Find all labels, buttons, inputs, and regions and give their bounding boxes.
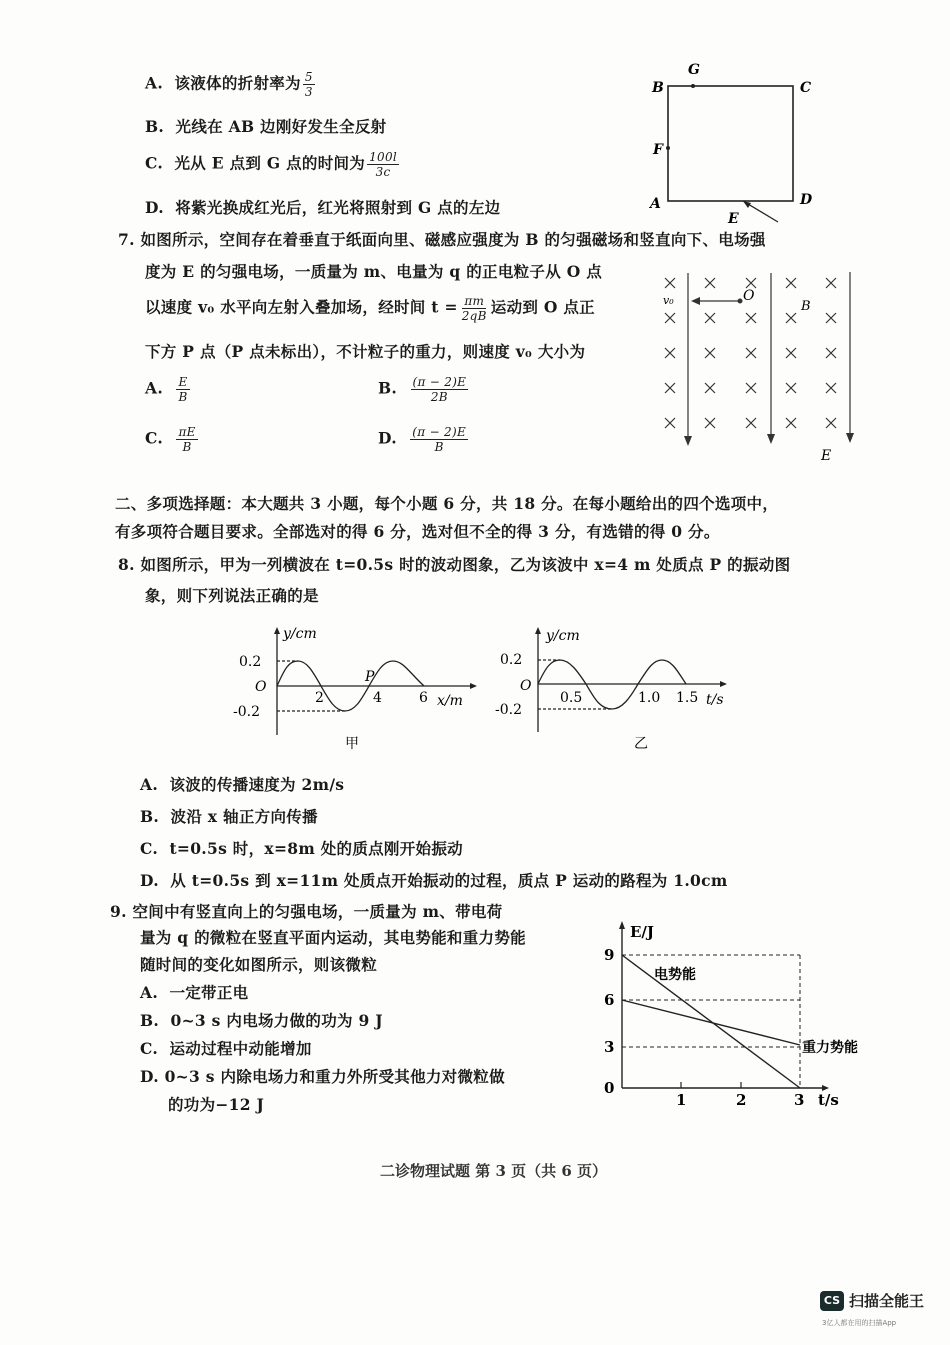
- svg-text:1.0: 1.0: [638, 690, 661, 706]
- fraction: $\frac{\pi m}{2qB}$: [461, 294, 487, 323]
- svg-text:重力势能: 重力势能: [802, 1040, 858, 1056]
- q7-line4: 下方 P 点（P 点未标出），不计粒子的重力，则速度 v₀ 大小为: [145, 342, 586, 361]
- q7-option-d: D. $\frac{(\pi - 2)E}{B}$: [378, 425, 467, 454]
- q7-line3: 以速度 v₀ 水平向左射入叠加场，经时间 t = $\frac{\pi m}{2qB}$ 运动到 O 点正: [145, 294, 595, 323]
- q9-option-c: C. 运动过程中动能增加: [140, 1039, 312, 1058]
- svg-text:甲: 甲: [345, 736, 359, 752]
- option-label: C.: [145, 153, 164, 173]
- q9-option-d: D. 0~3 s 内除电场力和重力外所受其他力对微粒做: [140, 1067, 505, 1086]
- vibration-graph-yi: [490, 620, 750, 755]
- svg-text:C: C: [800, 80, 812, 96]
- q7-option-a: A. $\frac{E}{B}$: [145, 375, 188, 404]
- svg-text:t/s: t/s: [706, 692, 724, 708]
- em-field-figure: [655, 268, 865, 468]
- svg-text:1: 1: [676, 1091, 687, 1109]
- question-number: 9.: [110, 902, 127, 921]
- svg-text:O: O: [743, 288, 755, 304]
- svg-text:y/cm: y/cm: [283, 626, 317, 642]
- svg-text:0: 0: [604, 1079, 615, 1097]
- svg-text:x/m: x/m: [437, 693, 463, 709]
- q7-option-b: B. $\frac{(\pi - 2)E}{2B}$: [378, 375, 467, 404]
- option-text: 该液体的折射率为: [174, 73, 301, 93]
- svg-text:0.2: 0.2: [239, 654, 262, 670]
- svg-text:1.5: 1.5: [676, 690, 699, 706]
- camscanner-watermark: CS 扫描全能王: [820, 1290, 924, 1311]
- q8-option-a: A. 该波的传播速度为 2m/s: [140, 775, 345, 794]
- svg-text:-0.2: -0.2: [233, 704, 260, 720]
- page-footer: 二诊物理试题 第 3 页（共 6 页）: [380, 1162, 607, 1180]
- svg-text:3: 3: [794, 1091, 805, 1109]
- svg-text:4: 4: [373, 690, 382, 706]
- svg-text:E: E: [728, 211, 739, 227]
- question-number: 7.: [118, 230, 135, 249]
- svg-text:B: B: [652, 80, 664, 96]
- q6-option-d: [145, 196, 500, 218]
- svg-text:O: O: [255, 679, 267, 695]
- energy-time-graph: [590, 915, 880, 1115]
- svg-text:3: 3: [604, 1038, 615, 1056]
- fraction: $\frac{5}{3}$: [304, 70, 313, 99]
- q8-line1: 8. 如图所示，甲为一列横波在 t=0.5s 时的波动图象，乙为该波中 x=4 m 处质点 P 的振动图: [118, 555, 791, 574]
- svg-text:乙: 乙: [634, 736, 648, 752]
- svg-text:电势能: 电势能: [654, 967, 696, 983]
- svg-text:F: F: [653, 142, 663, 158]
- svg-text:y/cm: y/cm: [546, 628, 580, 644]
- svg-text:E: E: [821, 448, 832, 464]
- wave-graph-jia: [225, 620, 495, 755]
- svg-text:B: B: [801, 299, 811, 314]
- option-label: A.: [145, 73, 164, 93]
- square-prism-figure: [640, 58, 830, 228]
- q8-option-b: B. 波沿 x 轴正方向传播: [140, 807, 318, 826]
- svg-text:E/J: E/J: [630, 923, 655, 941]
- svg-text:D: D: [800, 192, 813, 208]
- q8-option-d: D. 从 t=0.5s 到 x=11m 处质点开始振动的过程，质点 P 运动的路程为 1.0cm: [140, 871, 728, 890]
- q6-option-b: [145, 115, 386, 137]
- q7-line1: 7. 如图所示，空间存在着垂直于纸面向里、磁感应强度为 B 的匀强磁场和竖直向下、电场强: [118, 230, 766, 249]
- q9-option-a: A. 一定带正电: [140, 983, 249, 1002]
- svg-text:O: O: [520, 678, 532, 694]
- q9-option-b: B. 0~3 s 内电场力做的功为 9 J: [140, 1011, 383, 1030]
- section2-line2: 有多项符合题目要求。全部选对的得 6 分，选对但不全的得 3 分，有选错的得 0 分。: [115, 522, 720, 541]
- svg-text:0.5: 0.5: [560, 690, 583, 706]
- svg-text:2: 2: [315, 690, 324, 706]
- fraction: $\frac{100l}{3c}$: [369, 150, 398, 179]
- q6-option-a: [145, 70, 317, 99]
- q9-line2: 量为 q 的微粒在竖直平面内运动，其电势能和重力势能: [140, 928, 526, 947]
- svg-text:6: 6: [604, 991, 615, 1009]
- svg-text:-0.2: -0.2: [495, 702, 522, 718]
- svg-text:2: 2: [736, 1091, 747, 1109]
- svg-text:6: 6: [419, 690, 428, 706]
- question-number: 8.: [118, 555, 135, 574]
- q7-line2: 度为 E 的匀强电场，一质量为 m、电量为 q 的正电粒子从 O 点: [145, 262, 603, 281]
- q8-option-c: C. t=0.5s 时，x=8m 处的质点刚开始振动: [140, 839, 463, 858]
- option-text: 光线在 AB 边刚好发生全反射: [175, 117, 387, 136]
- q9-line3: 随时间的变化如图所示，则该微粒: [140, 955, 378, 974]
- q7-option-c: C. $\frac{\pi E}{B}$: [145, 425, 196, 454]
- svg-text:t/s: t/s: [818, 1091, 839, 1109]
- watermark-subtitle: 3亿人都在用的扫描App: [822, 1319, 897, 1327]
- option-text: 将紫光换成红光后，红光将照射到 G 点的左边: [175, 198, 501, 217]
- option-label: B.: [145, 117, 165, 136]
- q6-option-c: [145, 150, 401, 179]
- q9-line1: 9. 空间中有竖直向上的匀强电场，一质量为 m、带电荷: [110, 902, 503, 921]
- option-label: D.: [145, 198, 164, 217]
- q9-option-d-cont: 的功为−12 J: [168, 1095, 265, 1114]
- svg-text:0.2: 0.2: [500, 652, 523, 668]
- svg-text:v₀: v₀: [663, 294, 674, 307]
- svg-text:9: 9: [604, 946, 615, 964]
- camscanner-logo-icon: CS: [820, 1291, 844, 1311]
- q8-line2: 象，则下列说法正确的是: [145, 586, 319, 605]
- svg-text:P: P: [365, 669, 375, 685]
- section2-line1: 二、多项选择题：本大题共 3 小题，每个小题 6 分，共 18 分。在每小题给出的四个选项中，: [115, 494, 779, 513]
- svg-text:A: A: [650, 196, 661, 212]
- option-text: 光从 E 点到 G 点的时间为: [174, 153, 366, 173]
- svg-text:G: G: [688, 62, 700, 78]
